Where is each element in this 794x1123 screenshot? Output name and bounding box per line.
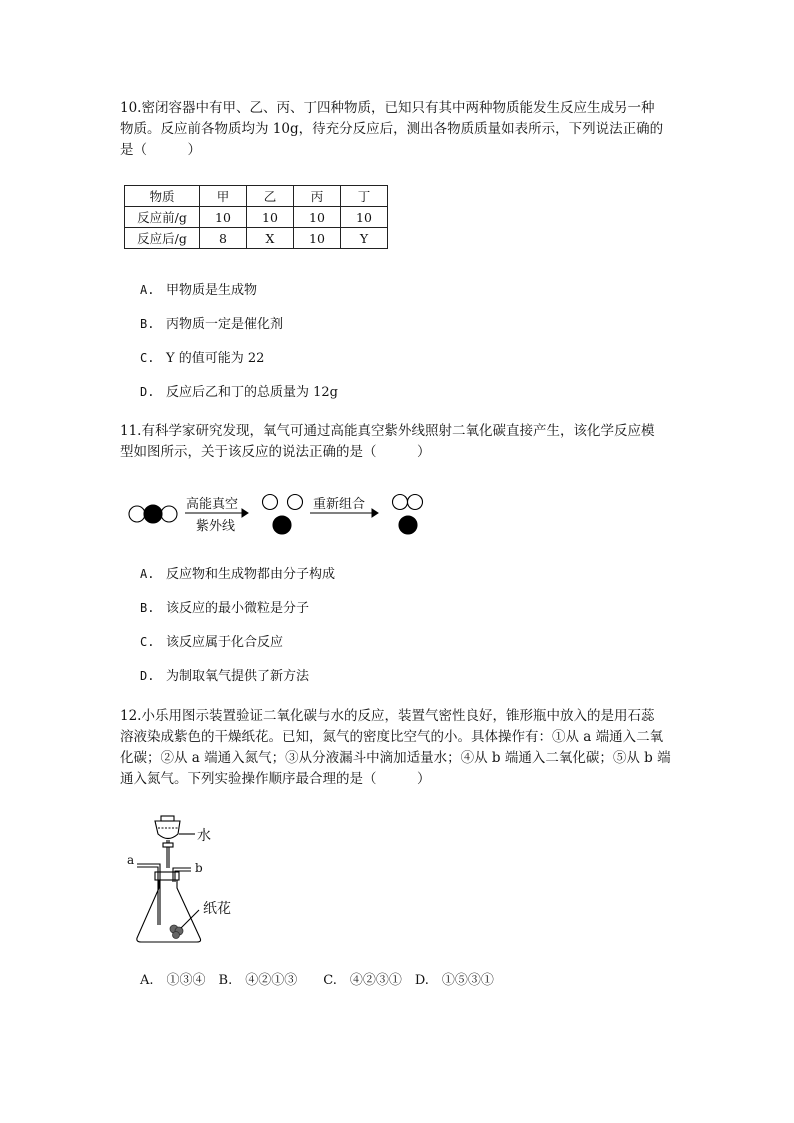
arrow2-top-label: 重新组合: [313, 497, 366, 512]
option-letter: B.: [140, 317, 155, 331]
option-text: 为制取氧气提供了新方法: [166, 669, 310, 684]
q10-option-d[interactable]: [140, 383, 338, 402]
conical-flask: [137, 880, 201, 942]
option-text: 甲物质是生成物: [166, 283, 258, 298]
q12-stem-line: 通入氮气。下列实验操作顺序最合理的是（ ）: [120, 771, 431, 787]
option-letter: B.: [140, 601, 155, 615]
q10-option-c[interactable]: [140, 349, 264, 368]
option-letter: A.: [140, 567, 155, 581]
q10-option-a[interactable]: [140, 281, 257, 300]
option-text: 反应物和生成物都由分子构成: [166, 567, 336, 582]
q12-stem-line: 12.小乐用图示装置验证二氧化碳与水的反应，装置气密性良好，锥形瓶中放入的是用石蕊: [120, 708, 655, 724]
separated-atoms: [263, 495, 303, 535]
table-cell: 反应前/g: [125, 207, 200, 228]
q11-option-c[interactable]: [140, 633, 283, 652]
table-cell: 10: [294, 228, 341, 249]
table-cell: Y: [341, 228, 388, 249]
table-header-cell: 丙: [294, 186, 341, 207]
q10-stem-line: 10.密闭容器中有甲、乙、丙、丁四种物质，已知只有其中两种物质能发生反应生成另一种: [120, 100, 655, 116]
q10-stem-line: 物质。反应前各物质均为 10g，待充分反应后，测出各物质质量如表所示，下列说法正确的: [120, 121, 664, 137]
option-letter: A.: [140, 283, 155, 297]
paper-flower: [170, 925, 183, 939]
q11-stem-line: 型如图所示，关于该反应的说法正确的是（ ）: [120, 444, 431, 460]
paper-flower-label: 纸花: [203, 901, 231, 917]
arrow1-top-label: 高能真空: [186, 497, 239, 512]
table-header-cell: 物质: [125, 186, 200, 207]
table-header-row: [125, 186, 388, 207]
arrow1-bottom-label: 紫外线: [196, 519, 236, 534]
q11-stem: [120, 421, 680, 463]
table-cell: 10: [294, 207, 341, 228]
table-header-cell: 丁: [341, 186, 388, 207]
table-cell: 反应后/g: [125, 228, 200, 249]
q12-apparatus-diagram: [125, 810, 235, 945]
q11-option-b[interactable]: [140, 599, 309, 618]
table-header-cell: 乙: [247, 186, 294, 207]
q12-stem-line: 化碳；②从 a 端通入氮气；③从分液漏斗中滴加适量水；④从 b 端通入二氧化碳；⑤从 b 端: [120, 750, 671, 766]
q11-reaction-diagram: [124, 490, 444, 540]
q11-option-a[interactable]: [140, 565, 335, 584]
separatory-funnel: [155, 816, 180, 868]
table-header-cell: 甲: [200, 186, 247, 207]
table-cell: 10: [247, 207, 294, 228]
option-text: Y 的值可能为 22: [166, 351, 265, 366]
q10-stem: [120, 98, 680, 161]
table-cell: 10: [341, 207, 388, 228]
option-text: 丙物质一定是催化剂: [166, 317, 284, 332]
q10-option-b[interactable]: [140, 315, 283, 334]
q11-stem-line: 11.有科学家研究发现，氧气可通过高能真空紫外线照射二氧化碳直接产生，该化学反应模: [120, 423, 655, 439]
table-cell: 10: [200, 207, 247, 228]
q11-option-d[interactable]: [140, 667, 309, 686]
q12-stem: [120, 706, 680, 790]
q12-stem-line: 溶液染成紫色的干燥纸花。已知，氮气的密度比空气的小。具体操作有：①从 a 端通入二氧: [120, 729, 664, 745]
option-letter: D.: [140, 385, 155, 399]
paper-pointer-line: [181, 910, 199, 928]
q12-answer-options[interactable]: A. ①③④ B. ④②①③ C. ④②③① D. ①⑤③①: [140, 973, 494, 988]
table-cell: 8: [200, 228, 247, 249]
tube-b-label: b: [195, 861, 203, 875]
tube-a-label: a: [127, 853, 135, 867]
option-text: 该反应属于化合反应: [166, 635, 284, 650]
option-text: 反应后乙和丁的总质量为 12g: [166, 385, 338, 400]
o2-and-c-atoms: [393, 495, 423, 535]
co2-molecule: [129, 505, 177, 523]
option-letter: D.: [140, 669, 155, 683]
table-row: [125, 207, 388, 228]
q10-mass-table: [124, 185, 388, 249]
q10-stem-line: 是（ ）: [120, 142, 201, 158]
option-text: 该反应的最小微粒是分子: [166, 601, 310, 616]
water-label: 水: [197, 828, 211, 844]
table-cell: X: [247, 228, 294, 249]
option-letter: C.: [140, 351, 155, 365]
option-letter: C.: [140, 635, 155, 649]
table-row: [125, 228, 388, 249]
